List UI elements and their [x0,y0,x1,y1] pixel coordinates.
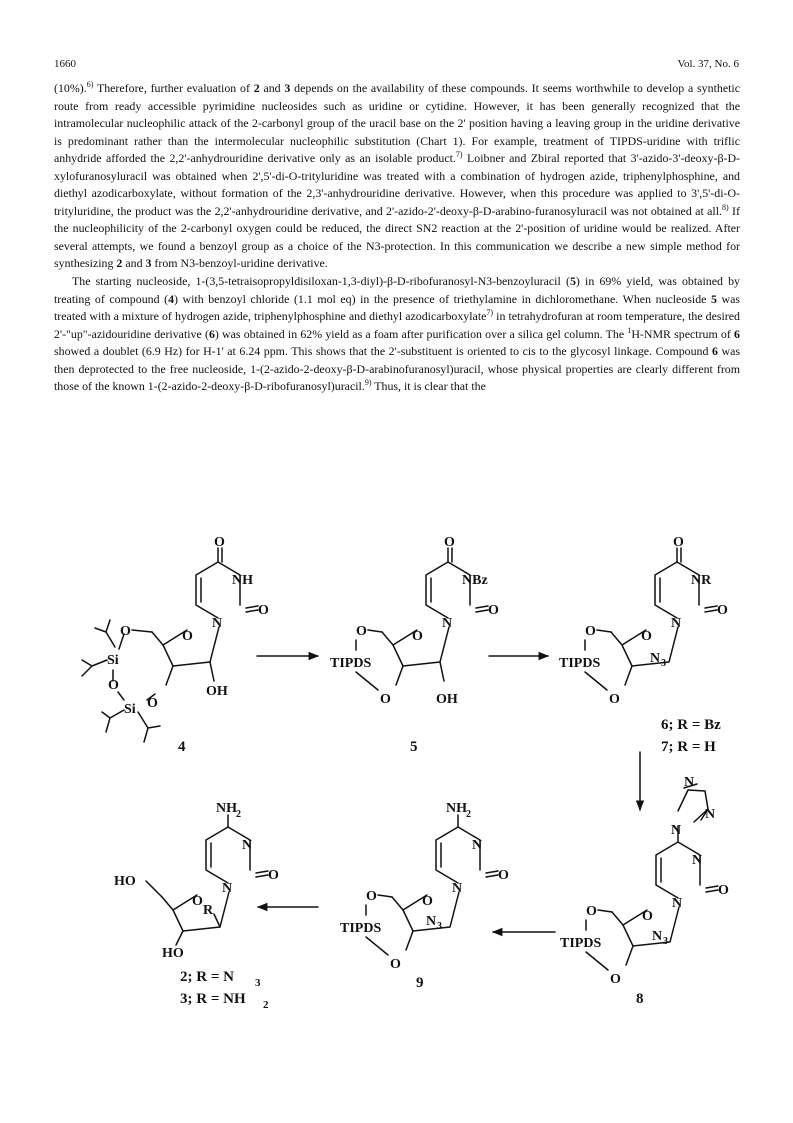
text-run: ) in 69% yield, was obtained by treating of compound ( [54,274,740,306]
text-run: from N3-benzoyl-uridine derivative. [151,256,328,271]
atom-label: N [672,896,683,911]
atom-label: O [444,535,455,550]
compound-number: 5 [569,274,576,289]
compound-label-2: 2; R = N [180,969,234,985]
compound-label-2-sub: 3 [255,977,261,989]
atom-label: O [108,678,119,693]
atom-label-sub: 2 [236,809,241,820]
atom-label-sub: 3 [663,936,668,947]
atom-label: O [412,629,423,644]
atom-label: NR [691,573,712,588]
compound-label-7: 7; R = H [661,739,716,755]
compound-label-3: 3; R = NH [180,991,246,1007]
text-run: Thus, it is clear that the [371,379,486,394]
atom-label: O [214,535,225,550]
atom-label: O [488,603,499,618]
atom-label: O [673,535,684,550]
atom-label: N [242,838,253,853]
reference-marker: 7) [486,308,494,318]
atom-label: O [717,603,728,618]
atom-label: N [705,807,716,822]
atom-label: NH [216,801,237,816]
atom-label: O [120,624,131,639]
atom-label: N [692,853,703,868]
atom-label: O [147,696,158,711]
atom-label: N [212,616,223,631]
compound-number: 3 [145,256,152,271]
text-run: If the nucleophilicity of the 2-carbonyl oxygen could be reduced, the direct SN2 reaction at the 2'-position of uridine would be realized. After several attempts, we found a benzoyl group as a choice of the N3-protection. In this communication we describe a new simple method for synthesizing [54,203,740,271]
compound-number: 6 [208,326,215,341]
text-run: in tetrahydrofuran at room temperature, the desired 2'-"up"-azidouridine derivative ( [54,309,740,341]
text-run: The starting nucleoside, 1-(3,5-tetraisopropyldisiloxan-1,3-diyl)-β-D-ribofuranosyl-N3-benzoyluracil ( [72,274,570,289]
atom-label: TIPDS [559,656,601,671]
atom-label: TIPDS [340,921,382,936]
compound-number: 2 [253,81,260,95]
compound-label-8: 8 [636,991,644,1007]
atom-label: N [652,929,663,944]
atom-label-sub: 3 [661,658,666,669]
compound-5-structure [356,548,488,690]
compound-label-5: 5 [410,739,418,755]
atom-label: O [609,692,620,707]
compound-number: 4 [168,291,175,306]
compound-2-3-structure [146,815,268,945]
atom-label: N [684,775,695,790]
atom-label: O [258,603,269,618]
atom-label: Si [107,653,119,668]
compound-label-3-sub: 2 [263,999,269,1011]
atom-label: TIPDS [560,936,602,951]
atom-label: NH [232,573,253,588]
atom-label: O [585,624,596,639]
compound-number: 5 [710,291,717,306]
compound-label-9: 9 [416,975,424,991]
text-run: was treated with a mixture of hydrogen azide, triphenylphosphine and diethyl azodicarboxylate [54,291,740,324]
atom-label: O [422,894,433,909]
atom-label: O [268,868,279,883]
atom-label: O [610,972,621,987]
compound-number: 6 [734,326,740,341]
atom-label-sub: 2 [466,809,471,820]
text-run: H-NMR spectrum of [631,326,735,341]
atom-label: O [192,894,203,909]
atom-label: OH [436,692,458,707]
page-number: 1660 [54,58,76,70]
text-run: and [259,81,285,95]
reference-marker: 6) [86,80,94,90]
text-run: (10%). [54,81,87,95]
text-run: Loibner and Zbiral reported that 3'-azido-3'-deoxy-β-D-xylofuranosyluracil was obtained when 2',5'-di-O-trityluridine was treated with a combination of hydrogen azide, triphenylphosphine, and diethyl azodicarboxylate, without formation of the 2,3'-anhydrouridine derivative. However, when this procedure was applied to 3',5'-di-O-trityluridine, the product was the 2,2'-anhydrouridine derivative, and 2'-azido-2'-deoxy-β-D-arabino-furanosyluracil was not obtained at all. [54,151,741,218]
text-run: was then deprotected to the free nucleoside, 1-(2-azido-2-deoxy-β-D-arabinofuranosyl)uracil, whose physical properties are clearly different from those of the known 1-(2-azido-2-deoxy-β-D-ribofuranosyl)uracil. [54,344,740,394]
text-run: ) with benzoyl chloride (1.1 mol eq) in the presence of triethylamine in dichloromethane. When nucleoside [174,291,711,306]
compound-number: 6 [712,344,718,359]
text-run: Therefore, further evaluation of [93,81,254,95]
atom-label: O [380,692,391,707]
atom-label: N [650,651,661,666]
atom-label: TIPDS [330,656,372,671]
atom-label: N [222,881,233,896]
atom-label-sub: 3 [437,921,442,932]
atom-label: NH [446,801,467,816]
compound-number: 3 [284,81,291,95]
atom-label: Si [124,702,136,717]
reference-marker: 9) [364,378,372,388]
atom-label: O [366,889,377,904]
atom-label: O [586,904,597,919]
reference-marker: 1 [627,325,632,335]
atom-label: O [356,624,367,639]
text-run: and [122,256,146,271]
text-run: ) was obtained in 62% yield as a foam after purification over a silica gel column. The [214,326,628,341]
atom-label: R [203,903,214,918]
atom-label: O [642,909,653,924]
compound-label-4: 4 [178,739,186,755]
atom-label: O [498,868,509,883]
atom-label: N [671,823,682,838]
compound-number: 2 [116,256,123,271]
volume-info: Vol. 37, No. 6 [677,58,739,70]
atom-label: NBz [462,573,488,588]
atom-label: O [718,883,729,898]
atom-label: N [472,838,483,853]
compound-9-structure [366,815,498,955]
atom-label: O [641,629,652,644]
text-run: showed a doublet (6.9 Hz) for H-1' at 6.24 ppm. This shows that the 2'-substituent is oriented to cis to the glycosyl linkage. Compound [54,344,712,359]
reference-marker: 8) [722,202,729,212]
atom-label: N [452,881,463,896]
compound-label-6: 6; R = Bz [661,717,721,733]
atom-label: N [442,616,453,631]
compound-6-7-structure [585,548,717,690]
atom-label: HO [162,946,184,961]
text-run: depends on the availability of these compounds. It seems worthwhile to develop a synthetic route from ready accessible pyrimidine nucleosides such as uridine or cytidine. However, it has been generally recognized that the intramolecular nucleophilic attack of the 2-carbonyl group of the uracil base on the 2' position having a leaving group in the uridine derivative is predominant rather than the intermolecular nucleophilic substitution (Chart 1). For example, treatment of TIPDS-uridine with triflic anhydride afforded the 2,2'-anhydrouridine derivative only as an isolable product. [54,81,740,166]
atom-label: N [426,914,437,929]
reference-marker: 7) [455,150,463,160]
atom-label: O [390,957,401,972]
atom-label: HO [114,874,136,889]
atom-label: O [182,629,193,644]
atom-label: OH [206,684,228,699]
atom-label: N [671,616,682,631]
